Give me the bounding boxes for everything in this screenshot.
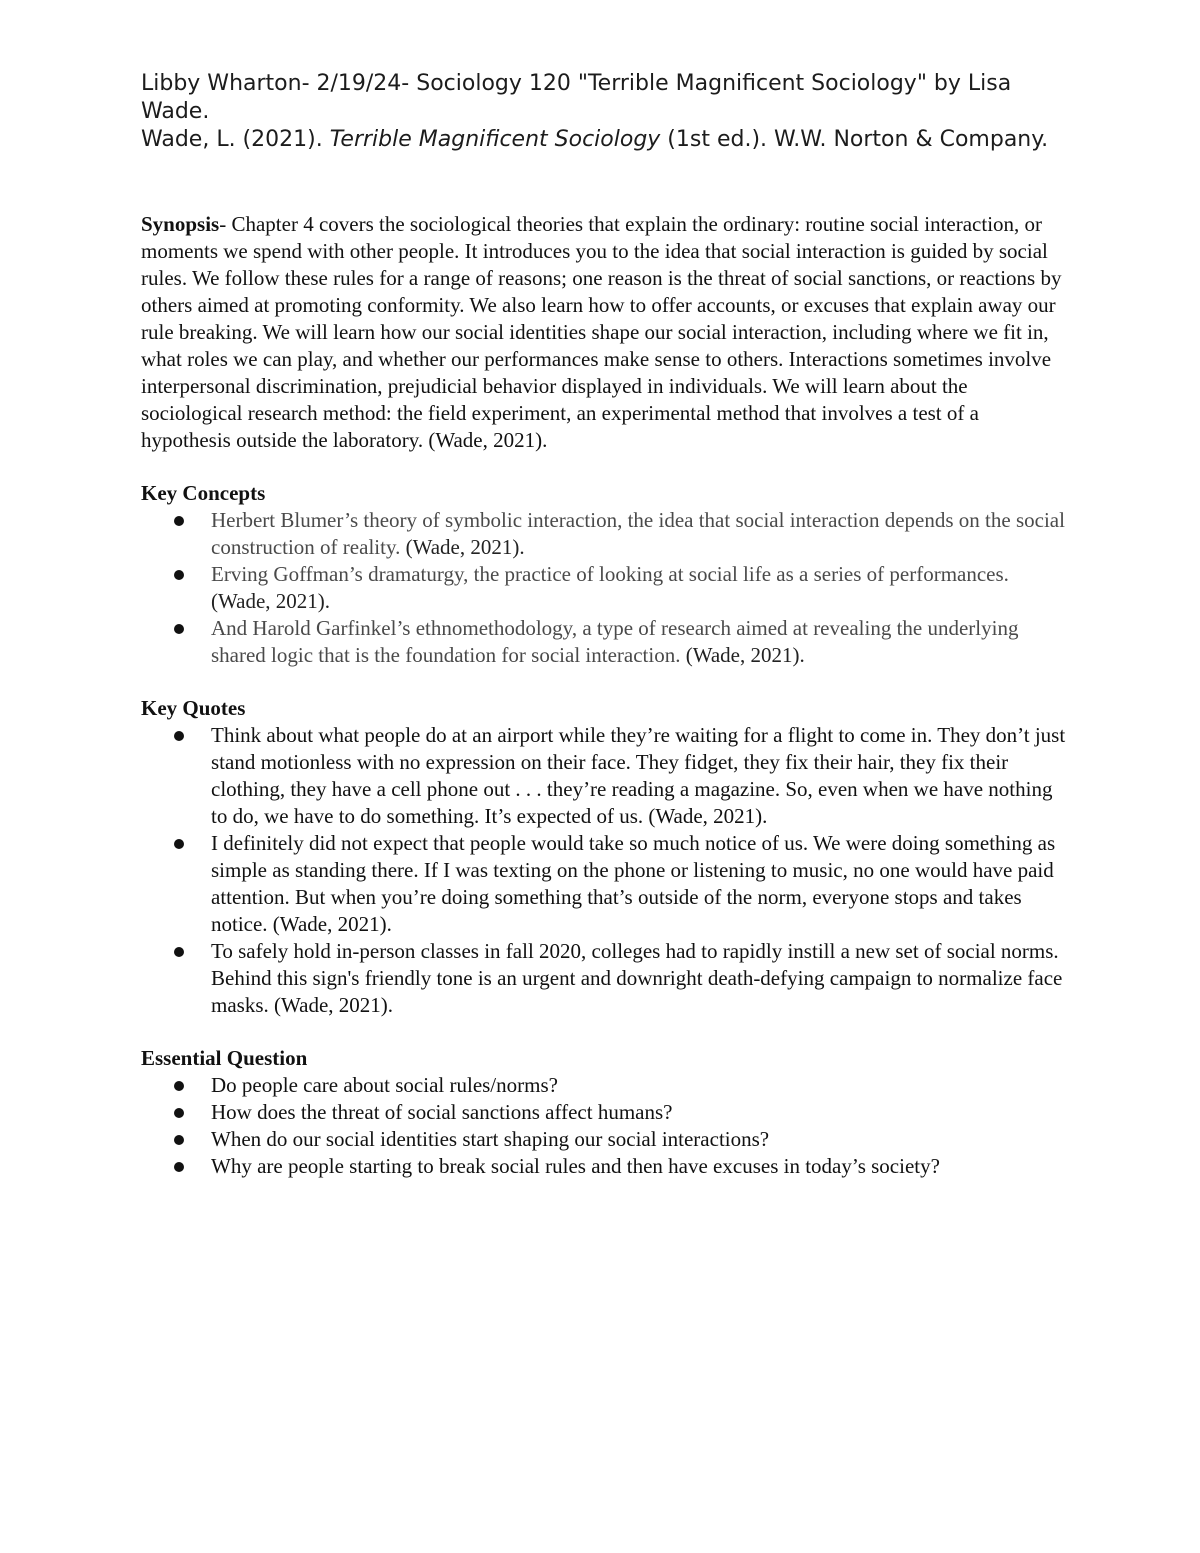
bullet-icon [174,624,184,634]
key-concepts-heading: Key Concepts [141,481,266,505]
bullet-icon [174,1081,184,1091]
document-header [141,70,1071,154]
citation-book-title: Terrible Magnificent Sociology [329,127,661,152]
concept-citation: (Wade, 2021). [680,643,805,667]
citation-line [141,126,1071,154]
quote-text: Think about what people do at an airport while they’re waiting for a flight to come in. They don’t just stand motionless with no expression on their face. They fidget, they fix their hair, they fix their clothing, they have a cell phone out . . . they’re reading a magazine. So, even when we have nothing to do, we have to do something. It’s expected of us. (Wade, 2021). [211,723,1066,828]
question-text: When do our social identities start shaping our social interactions? [211,1127,770,1151]
list-item [141,1072,1071,1099]
citation-suffix: (1st ed.). W.W. Norton & Company. [660,127,1049,152]
bullet-icon [174,1162,184,1172]
bullet-icon [174,731,184,741]
list-item [141,615,1071,669]
list-item [141,722,1071,830]
concept-text: Erving Goffman’s dramaturgy, the practice of looking at social life as a series of performances. [211,562,1009,586]
bullet-icon [174,1108,184,1118]
concept-text: Herbert Blumer’s theory of symbolic interaction, the idea that social interaction depends on the social construction of reality. [211,508,1065,559]
list-item [141,938,1071,1019]
synopsis-paragraph [141,211,1071,454]
list-item [141,507,1071,561]
concept-citation: (Wade, 2021). [400,535,525,559]
list-item [141,1099,1071,1126]
key-quotes-list [141,722,1071,1019]
quote-text: I definitely did not expect that people would take so much notice of us. We were doing something as simple as standing there. If I was texting on the phone or listening to music, no one would have paid attention. But when you’re doing something that’s outside of the norm, everyone stops and takes notice. (Wade, 2021). [211,831,1056,936]
synopsis-text: - Chapter 4 covers the sociological theories that explain the ordinary: routine social interaction, or moments we spend with other people. It introduces you to the idea that social interaction is guided by social rules. We follow these rules for a range of reasons; one reason is the threat of social sanctions, or reactions by others aimed at promoting conformity. We also learn how to offer accounts, or excuses that explain away our rule breaking. We will learn how our social identities shape our social interaction, including where we fit in, what roles we can play, and whether our performances make sense to others. Interactions sometimes involve interpersonal discrimination, prejudicial behavior displayed in individuals. We will learn about the sociological research method: the field experiment, an experimental method that involves a test of a hypothesis outside the laboratory. (Wade, 2021). [141,212,1062,452]
essential-question-heading: Essential Question [141,1046,308,1070]
key-quotes-heading: Key Quotes [141,696,246,720]
key-concepts-list [141,507,1071,669]
citation-prefix: Wade, L. (2021). [141,127,330,152]
question-text: Do people care about social rules/norms? [211,1073,558,1097]
list-item [141,561,1071,615]
list-item [141,1126,1071,1153]
bullet-icon [174,839,184,849]
concept-citation: (Wade, 2021). [211,589,331,613]
list-item [141,830,1071,938]
essential-question-list [141,1072,1071,1180]
title-line: Libby Wharton- 2/19/24- Sociology 120 "Terrible Magnificent Sociology" by Lisa Wade. [141,71,1012,124]
quote-text: To safely hold in-person classes in fall 2020, colleges had to rapidly instill a new set of social norms. Behind this sign's friendly tone is an urgent and downright death-defying campaign to normalize face masks. (Wade, 2021). [211,939,1063,1017]
bullet-icon [174,947,184,957]
question-text: How does the threat of social sanctions affect humans? [211,1100,673,1124]
question-text: Why are people starting to break social rules and then have excuses in today’s society? [211,1154,940,1178]
list-item [141,1153,1071,1180]
bullet-icon [174,516,184,526]
bullet-icon [174,1135,184,1145]
synopsis-label: Synopsis [141,212,220,236]
concept-text: And Harold Garfinkel’s ethnomethodology, a type of research aimed at revealing the underlying shared logic that is the foundation for social interaction. [211,616,1019,667]
bullet-icon [174,570,184,580]
document-page [141,70,1071,1180]
